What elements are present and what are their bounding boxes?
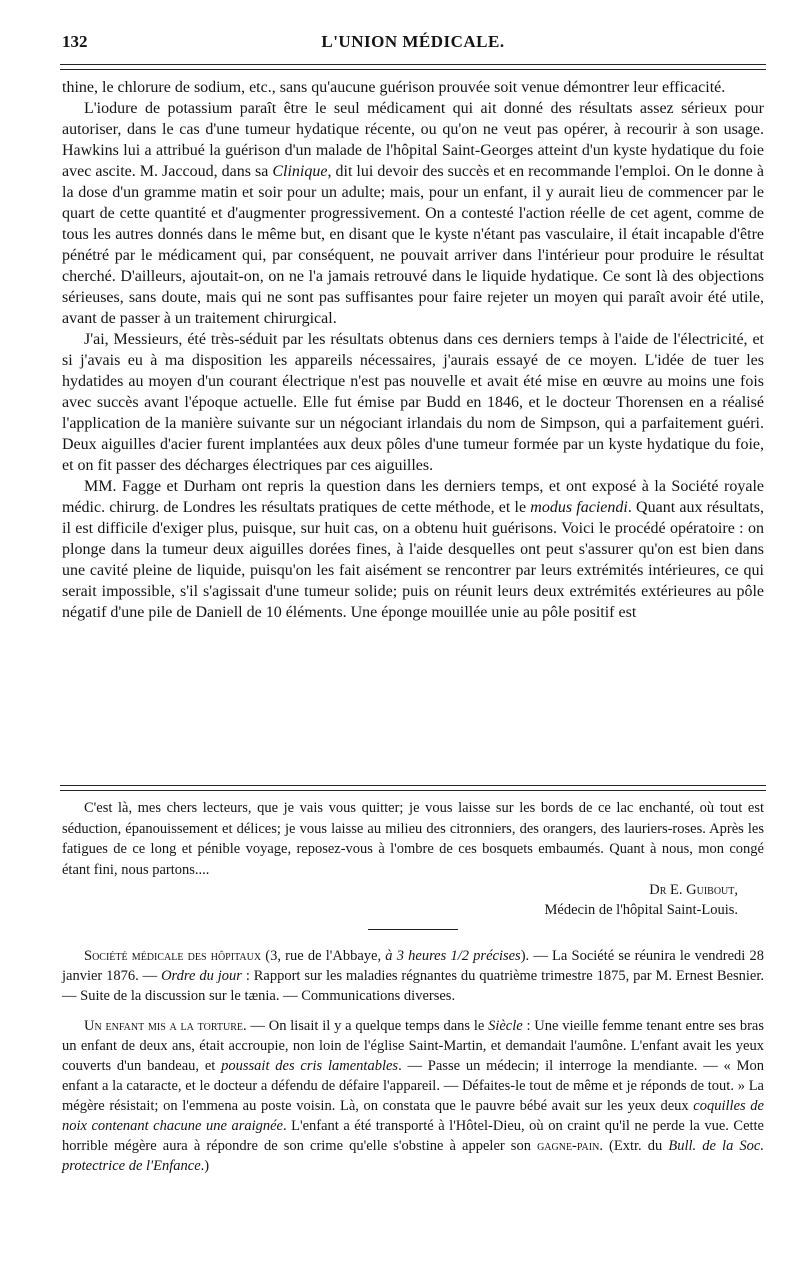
article-paragraph: MM. Fagge et Durham ont repris la question dans les derniers temps, et ont exposé à la Société royale médic. chirurg. de Londres les résultats pratiques de cette méthode, et le modus faciendi. Quant aux résultats, il est difficile d'exiger plus, puisque, sur huit cas, on a obtenu huit guérisons. Voici le procédé opératoire : on plonge dans la tumeur deux aiguilles dorées fines, à l'aide desquelles ont peut s'assurer qu'on est bien dans une cavité pleine de liquide, puisqu'on les fait aisément se rencontrer par leurs extrémités intérieures, ce qui serait impossible, s'il s'agissait d'une tumeur solide; puis on réunit leurs deux extrémités extérieures au pôle négatif d'une pile de Daniell de 10 éléments. Une éponge mouillée unie au pôle positif est (62, 478, 764, 621)
signature (62, 880, 764, 920)
main-article (62, 77, 764, 623)
article-paragraph: J'ai, Messieurs, été très-séduit par les résultats obtenus dans ces derniers temps à l'aide de l'électricité, et si j'avais eu à ma disposition les appareils nécessaires, j'aurais essayé de ce moyen. L'idée de tuer les hydatides au moyen d'un courant électrique n'est pas nouvelle et avait été mise en œuvre au moins une fois avec succès avant l'époque actuelle. Elle fut émise par Budd en 1846, et le docteur Thorensen en a réalisé l'application de la manière suivante sur un négociant irlandais du nom de Simpson, qui a parfaitement guéri. Deux aiguilles d'acier furent implantées aux deux pôles d'une tumeur formée par un kyste hydatique du foie, et on fit passer des décharges électriques par ces aiguilles. (62, 331, 764, 474)
page-number: 132 (62, 32, 88, 51)
header-rule-bottom (60, 69, 766, 70)
header-rule-top (60, 64, 766, 65)
article-paragraph: L'iodure de potassium paraît être le seul médicament qui ait donné des résultats assez sérieux pour autoriser, dans le cas d'une tumeur hydatique récente, ou qu'on ne veut pas opérer, à recourir à son usage. Hawkins lui a attribué la guérison d'un malade de l'hôpital Saint-Georges atteint d'un kyste hydatique du foie avec ascite. M. Jaccoud, dans sa Clinique, dit lui devoir des succès et en recommande l'emploi. On le donne à la dose d'un gramme matin et soir pour un adulte; mais, pour un enfant, il y aurait lieu de commencer par le quart de cette quantité et d'augmenter progressivement. On a contesté l'action réelle de cet agent, comme de tous les autres donnés dans le même but, en disant que le kyste n'étant pas vasculaire, il était incapable d'être pénétré par le médicament qui, par conséquent, ne pouvait arriver dans l'intérieur pour produire le résultat cherché. D'ailleurs, ajoutait-on, on ne l'a jamais retrouvé dans le liquide hydatique. Ce sont là des objections sérieuses, sans doute, mais qui ne sont pas suffisantes pour faire rejeter un moyen qui paraît avoir été utile, avant de passer à un traitement chirurgical. (62, 100, 765, 327)
news-section (62, 946, 764, 1186)
news-enfant: Un enfant mis a la torture. — On lisait il y a quelque temps dans le Siècle : Une vieille femme tenant entre ses bras un enfant de deux ans, était accroupie, non loin de l'église Saint-Martin, et demandait l'aumône. L'enfant avait les yeux couverts d'un bandeau, et poussait des cris lamentables. — Passe un médecin; il interroge la mendiante. — « Mon enfant a la cataracte, et le docteur a défendu de défaire l'appareil. — Défaites-le tout de même et je réponds de tout. » La mégère résistait; on l'emmena au poste voisin. Là, on constata que le pauvre bébé avait sur les yeux deux coquilles de noix contenant chacune une araignée. L'enfant a été transporté à l'Hôtel-Dieu, où on craint qu'il ne perde la vue. Cette horrible mégère aura à répondre de son crime qu'elle s'obstine à appeler son gagne-pain. (Extr. du Bull. de la Soc. protectrice de l'Enfance.) (62, 1018, 764, 1174)
journal-title: L'UNION MÉDICALE. (321, 32, 505, 51)
feuilleton-rule-top (60, 785, 766, 786)
article-paragraph: thine, le chlorure de sodium, etc., sans qu'aucune guérison prouvée soit venue démontrer leur efficacité. (62, 79, 726, 96)
section-divider (368, 929, 458, 930)
feuilleton-text: C'est là, mes chers lecteurs, que je vais vous quitter; je vous laisse sur les bords de ce lac enchanté, où tout est séduction, épanouissement et délices; je vous laisse au milieu des citronniers, des orangers, des lauriers-roses. Après les fatigues de ce long et pénible voyage, reposez-vous à l'ombre de ces bosquets embaumés. Quant à nous, mon congé étant fini, nous partons.... (62, 800, 764, 878)
feuilleton (62, 798, 764, 920)
feuilleton-rule-bottom (60, 790, 766, 791)
news-societe: Société médicale des hôpitaux (3, rue de l'Abbaye, à 3 heures 1/2 précises). — La Société se réunira le vendredi 28 janvier 1876. — Ordre du jour : Rapport sur les maladies régnantes du quatrième trimestre 1875, par M. Ernest Besnier. — Suite de la discussion sur le tænia. — Communications diverses. (62, 948, 764, 1004)
signature-title: Médecin de l'hôpital Saint-Louis. (544, 902, 738, 918)
signature-name: Dr E. Guibout, (649, 882, 738, 898)
page-header (62, 32, 764, 62)
